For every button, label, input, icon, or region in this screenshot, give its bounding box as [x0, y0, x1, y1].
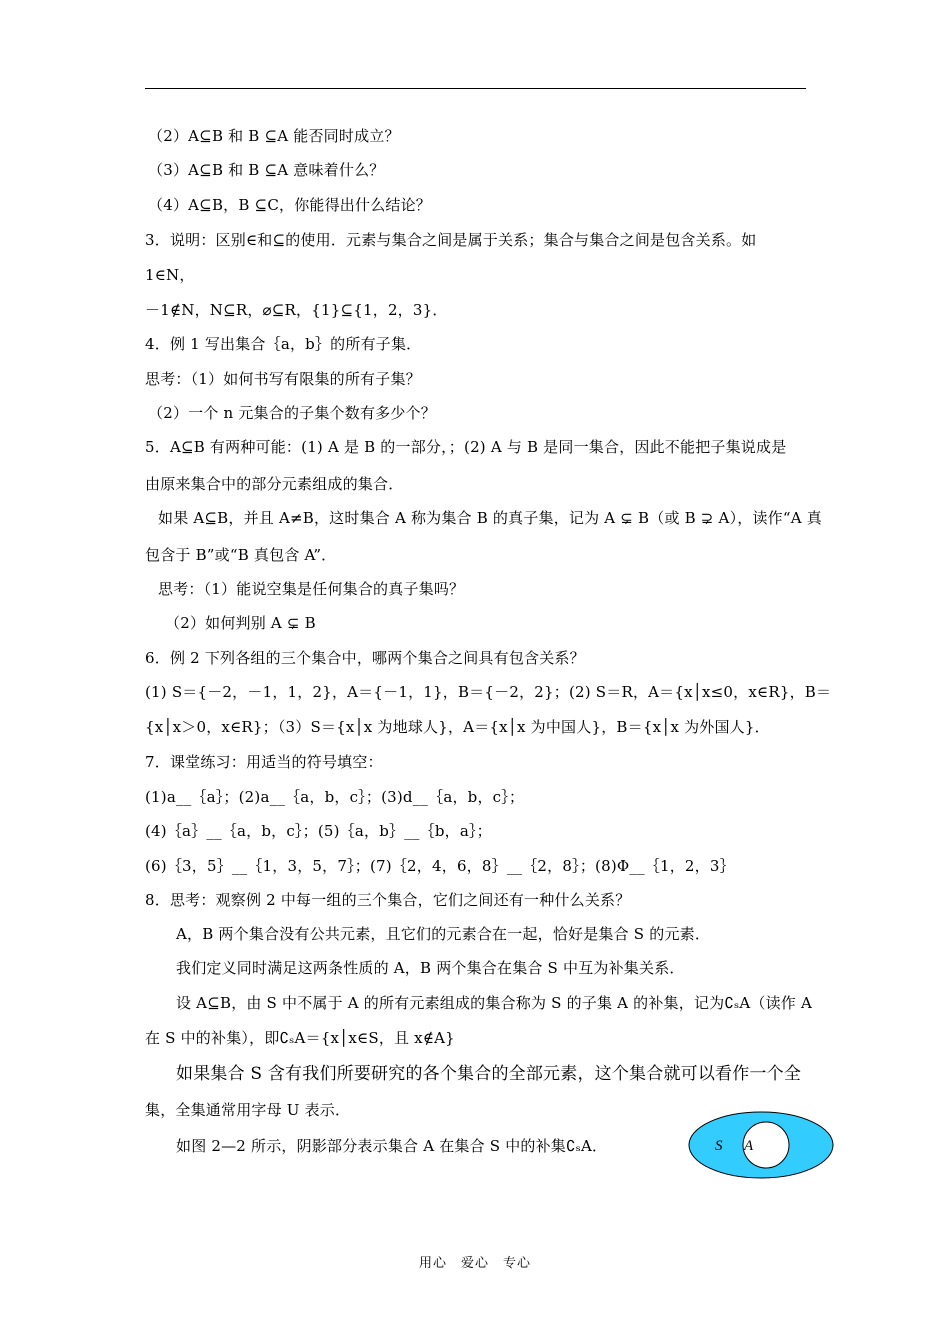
text-line: 如图 2—2 所示，阴影部分表示集合 A 在集合 S 中的补集∁ₛA． [176, 1137, 608, 1155]
page-footer: 用心 爱心 专心 [418, 1256, 531, 1271]
text-line: （2）A⊆B 和 B ⊆A 能否同时成立？ [148, 127, 400, 145]
text-line: 3．说明：区别∈和⊆的使用．元素与集合之间是属于关系；集合与集合之间是包含关系。如 [145, 231, 757, 249]
text-line: (4)｛a｝__｛a，b，c｝；(5)｛a，b｝__｛b，a｝； [145, 822, 492, 840]
text-line: A，B 两个集合没有公共元素，且它们的元素合在一起，恰好是集合 S 的元素． [176, 925, 711, 943]
text-line: －1∉N，N⊆R，⌀⊆R，{1}⊆{1，2，3}． [145, 301, 448, 319]
text-line: （4）A⊆B，B ⊆C，你能得出什么结论？ [148, 196, 432, 214]
text-line: (1)a__｛a｝；(2)a__｛a，b，c｝；(3)d__｛a，b，c｝； [145, 788, 525, 806]
text-line: {x│x＞0，x∈R}；（3）S＝{x│x 为地球人}，A＝{x│x 为中国人}，B＝{x│x 为外国人}． [145, 718, 770, 736]
text-line: (6)｛3，5｝__｛1，3，5，7｝；(7)｛2，4，6，8｝__｛2，8｝；(8)Φ__｛1，2，3｝ [145, 857, 735, 875]
text-line: 4．例 1 写出集合｛a，b｝的所有子集． [145, 335, 422, 353]
text-line: 思考：（1）如何书写有限集的所有子集？ [145, 370, 421, 388]
text-line: 7．课堂练习：用适当的符号填空： [145, 753, 383, 771]
text-line: 思考：（1）能说空集是任何集合的真子集吗？ [158, 580, 465, 598]
text-line: 我们定义同时满足这两条性质的 A，B 两个集合在集合 S 中互为补集关系． [176, 959, 685, 977]
venn-diagram [687, 1110, 835, 1180]
set-s-label: S [715, 1138, 723, 1154]
text-line: 1∈N， [145, 266, 195, 284]
header-rule [145, 88, 806, 89]
text-line: 如果集合 S 含有我们所要研究的各个集合的全部元素，这个集合就可以看作一个全 [176, 1064, 802, 1084]
text-line: 设 A⊆B，由 S 中不属于 A 的所有元素组成的集合称为 S 的子集 A 的补集，记为∁ₛA（读作 A [176, 994, 812, 1012]
text-line: 6．例 2 下列各组的三个集合中，哪两个集合之间具有包含关系？ [145, 649, 585, 667]
text-line: 由原来集合中的部分元素组成的集合． [145, 475, 404, 493]
text-line: 包含于 B”或“B 真包含 A”． [145, 546, 337, 564]
text-line: 在 S 中的补集），即∁ₛA＝{x│x∈S，且 x∉A} [145, 1029, 455, 1047]
text-line: 8．思考：观察例 2 中每一组的三个集合，它们之间还有一种什么关系？ [145, 891, 631, 909]
text-line: （2）一个 n 元集合的子集个数有多少个？ [148, 404, 436, 422]
text-line: （3）A⊆B 和 B ⊆A 意味着什么？ [148, 161, 385, 179]
text-line: （2）如何判别 A ⊊ B [165, 614, 316, 632]
text-line: 集，全集通常用字母 U 表示． [145, 1101, 351, 1119]
text-line: 如果 A⊆B，并且 A≠B，这时集合 A 称为集合 B 的真子集，记为 A ⊊ B（或 B ⊋ A），读作“A 真 [158, 509, 822, 527]
set-a-label: A [744, 1138, 754, 1154]
text-line: 5．A⊆B 有两种可能：(1) A 是 B 的一部分，；(2) A 与 B 是同一集合，因此不能把子集说成是 [145, 438, 787, 456]
text-line: (1) S＝{－2，－1，1，2}，A＝{－1，1}，B＝{－2，2}；(2) S＝R，A＝{x│x≤0，x∈R}，B＝ [145, 683, 832, 701]
